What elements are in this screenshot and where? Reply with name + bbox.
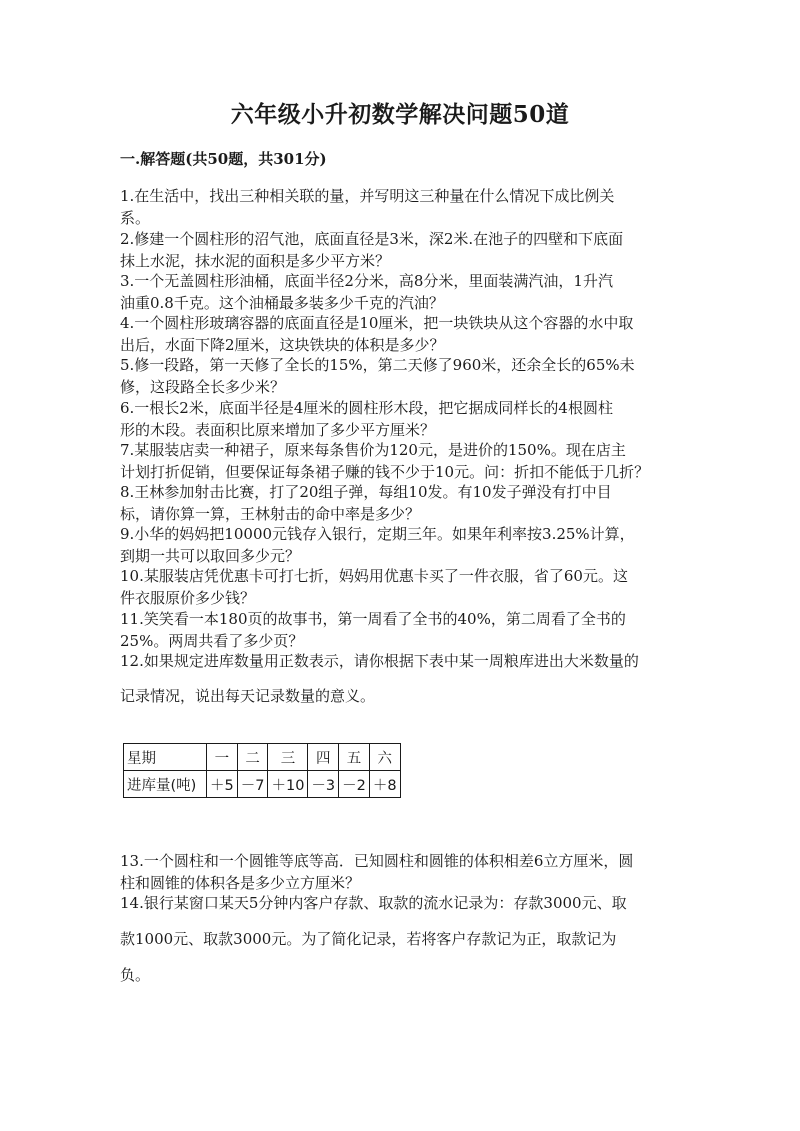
table-cell: 一 [207,744,238,771]
question-item [120,271,700,314]
question-line: 2.修建一个圆柱形的沼气池，底面直径是3米，深2米.在池子的四壁和下底面 [120,230,624,248]
table-row [124,771,401,798]
table-cell: 六 [369,744,400,771]
question-item [120,482,700,525]
question-item [120,851,700,894]
question-line: 13.一个圆柱和一个圆锥等底等高．已知圆柱和圆锥的体积相差6立方厘米，圆 [120,852,634,870]
table-cell: 三 [268,744,308,771]
question-item [120,965,700,987]
table-cell: ＋10 [268,771,308,798]
page-title: 六年级小升初数学解决问题50道 [230,101,570,128]
question-item [120,566,700,609]
question-item [120,440,700,483]
question-item [120,398,700,441]
question-line: 抹上水泥，抹水泥的面积是多少平方米？ [120,251,391,270]
question-line: 4.一个圆柱形玻璃容器的底面直径是10厘米，把一块铁块从这个容器的水中取 [120,314,634,332]
question-item [120,686,700,708]
question-line: 系。 [120,208,151,227]
question-line: 油重0.8千克。这个油桶最多装多少千克的汽油？ [120,293,444,312]
table-cell: 星期 [124,744,207,771]
table-cell: 二 [237,744,268,771]
table-cell: ＋8 [369,771,400,798]
question-line: 10.某服装店凭优惠卡可打七折，妈妈用优惠卡买了一件衣服，省了60元。这 [120,567,628,585]
question-line: 修，这段路全长多少米？ [120,377,286,396]
table-cell: 五 [339,744,370,771]
question-line: 记录情况，说出每天记录数量的意义。 [120,687,376,705]
table-cell: －7 [237,771,268,798]
question-line: 形的木段。表面积比原来增加了多少平方厘米？ [120,420,436,439]
question-item [120,229,700,272]
question-line: 8.王林参加射击比赛，打了20组子弹，每组10发。有10发子弹没有打中目 [120,483,612,501]
question-item [120,609,700,652]
question-line: 25%。两周共看了多少页？ [120,631,304,650]
question-line: 1.在生活中，找出三种相关联的量，并写明这三种量在什么情况下成比例关 [120,187,615,205]
question-line: 柱和圆锥的体积各是多少立方厘米？ [120,873,361,892]
question-line: 出后，水面下降2厘米，这块铁块的体积是多少？ [120,335,445,354]
section-heading: 一.解答题(共50题，共301分) [120,150,327,168]
table-cell: －3 [308,771,339,798]
question-line: 5.修一段路，第一天修了全长的15%，第二天修了960米，还余全长的65%未 [120,356,635,374]
table-cell: 进库量(吨) [124,771,207,798]
table-cell: 四 [308,744,339,771]
table-cell: ＋5 [207,771,238,798]
question-line: 计划打折促销，但要保证每条裙子赚的钱不少于10元。问：折扣不能低于几折？ [120,462,650,481]
question-line: 12.如果规定进库数量用正数表示，请你根据下表中某一周粮库进出大米数量的 [120,652,639,670]
question-line: 9.小华的妈妈把10000元钱存入银行，定期三年。如果年利率按3.25%计算， [120,525,635,543]
table-header-row [124,744,401,771]
question-line: 14.银行某窗口某天5分钟内客户存款、取款的流水记录为：存款3000元、取 [120,894,627,912]
grain-table [123,743,401,798]
question-line: 到期一共可以取回多少元？ [120,546,301,565]
question-line: 7.某服装店卖一种裙子，原来每条售价为120元，是进价的150%。现在店主 [120,441,626,459]
question-line: 标，请你算一算，王林射击的命中率是多少？ [120,504,421,523]
question-item [120,313,700,356]
question-line: 11.笑笑看一本180页的故事书，第一周看了全书的40%，第二周看了全书的 [120,610,626,628]
table-cell: －2 [339,771,370,798]
question-line: 3.一个无盖圆柱形油桶，底面半径2分米，高8分米，里面装满汽油，1升汽 [120,272,613,290]
question-item [120,186,700,229]
question-line: 6.一根长2米，底面半径是4厘米的圆柱形木段，把它据成同样长的4根圆柱 [120,399,613,417]
question-line: 款1000元、取款3000元。为了简化记录，若将客户存款记为正，取款记为 [120,930,617,948]
question-line: 负。 [120,966,151,984]
question-item [120,355,700,398]
question-item [120,651,700,673]
question-item [120,893,700,915]
question-item [120,929,700,951]
question-item [120,524,700,567]
question-line: 件衣服原价多少钱？ [120,588,256,607]
